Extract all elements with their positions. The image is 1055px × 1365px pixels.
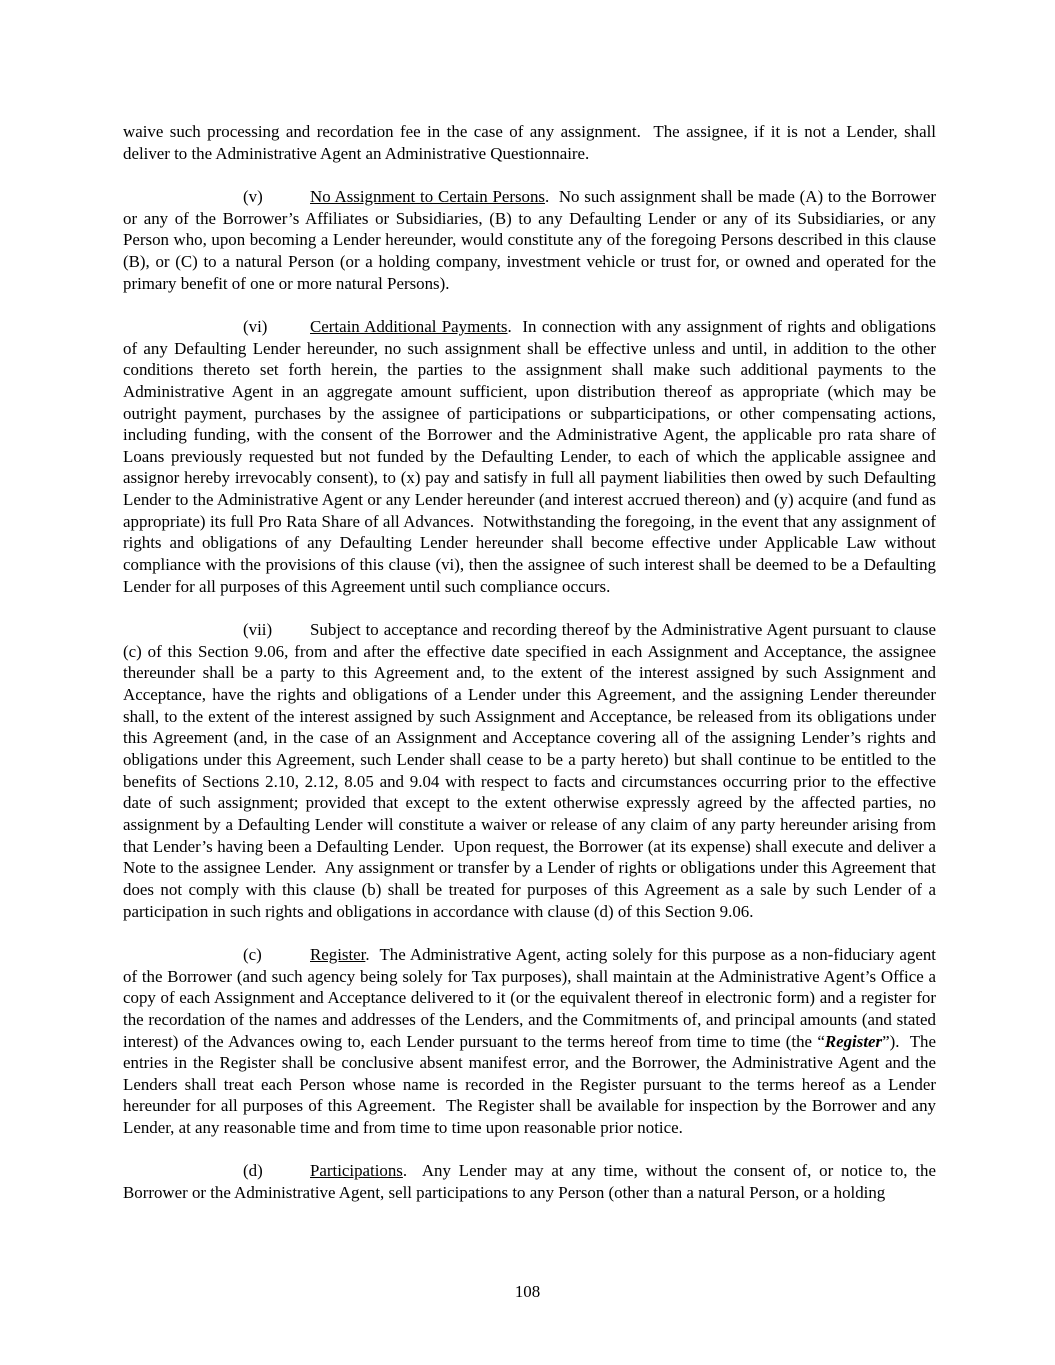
paragraph-text: ”). The entries in the Register shall be conclusive absent manifest error, and the Borrower, the Administrative Agent and the Lenders shall treat each Person whose name is recorded in the Register pursuant to the terms hereof as a Lender hereunder for all purposes of this Agreement. The Register shall be available for inspection by the Borrower and any Lender, at any reasonable time and from time to time upon reasonable prior notice. [123, 1031, 936, 1138]
tab-spacer [123, 201, 243, 202]
clause-vi-label: (vi) [243, 316, 268, 336]
clause-c-heading: Register [310, 944, 366, 964]
page-body [123, 121, 936, 1225]
paragraph-text: Subject to acceptance and recording thereof by the Administrative Agent pursuant to clause (c) of this Section 9.06, from and after the effective date specified in each Assignment and Acceptance, the assignee thereunder shall be a party to this Agreement and, to the extent of the interest assigned by such Assignment and Acceptance, have the rights and obligations of a Lender under this Agreement, and the assigning Lender thereunder shall, to the extent of the interest assigned by such Assignment and Acceptance, be released from its obligations under this Agreement (and, in the case of an Assignment and Acceptance covering all of the assigning Lender’s rights and obligations under this Agreement, such Lender shall cease to be a party hereto) but shall continue to be entitled to the benefits of Sections 2.10, 2.12, 8.05 and 9.04 with respect to facts and circumstances occurring prior to the effective date of such assignment; provided that except to the extent otherwise expressly agreed by the affected parties, no assignment by a Defaulting Lender will constitute a waiver or release of any claim of any party hereunder arising from that Lender’s having been a Defaulting Lender. Upon request, the Borrower (at its expense) shall execute and deliver a Note to the assignee Lender. Any assignment or transfer by a Lender of rights or obligations under this Agreement that does not comply with this clause (b) shall be treated for purposes of this Agreement as a sale by such Lender of a participation in such rights and obligations in accordance with clause (d) of this Section 9.06. [123, 620, 936, 921]
tab-spacer [123, 1175, 243, 1176]
clause-c-label: (c) [243, 944, 262, 964]
paragraph-clause-d [123, 1160, 936, 1203]
tab-spacer [123, 634, 243, 635]
clause-v-label: (v) [243, 186, 263, 206]
paragraph-continuation [123, 121, 936, 164]
paragraph-text: waive such processing and recordation fee in the case of any assignment. The assignee, if it is not a Lender, shall deliver to the Administrative Agent an Administrative Questionnaire. [123, 122, 936, 163]
paragraph-text: . Any Lender may at any time, without the consent of, or notice to, the Borrower or the Administrative Agent, sell participations to any Person (other than a natural Person, or a holding [123, 1161, 936, 1203]
paragraph-text: . No such assignment shall be made (A) to the Borrower or any of the Borrower’s Affiliates or Subsidiaries, (B) to any Defaulting Lender or any of its Subsidiaries, or any Person who, upon becoming a Lender hereunder, would constitute any of the foregoing Persons described in this clause (B), or (C) to a natural Person (or a holding company, investment vehicle or trust for, or owned and operated for the primary benefit of one or more natural Persons). [123, 186, 936, 293]
paragraph-clause-v [123, 186, 936, 294]
paragraph-text: . The Administrative Agent, acting solely for this purpose as a non-fiduciary agent of the Borrower (and such agency being solely for Tax purposes), shall maintain at the Administrative Agent’s Office a copy of each Assignment and Acceptance delivered to it (or the equivalent thereof in electronic form) and a register for the recordation of the names and addresses of the Lenders, and the Commitments of, and principal amounts (and stated interest) of the Advances owing to, each Lender pursuant to the terms hereof from time to time (the “ [123, 944, 936, 1051]
paragraph-clause-vi [123, 316, 936, 598]
page-number: 108 [514, 1282, 541, 1301]
clause-d-label: (d) [243, 1161, 263, 1181]
clause-vii-label: (vii) [243, 620, 273, 640]
clause-v-heading: No Assignment to Certain Persons [310, 186, 546, 206]
tab-spacer [123, 331, 243, 332]
paragraph-clause-c [123, 944, 936, 1139]
clause-vi-heading: Certain Additional Payments [310, 316, 508, 336]
paragraph-clause-vii [123, 619, 936, 922]
tab-spacer [123, 959, 243, 960]
clause-d-heading: Participations [310, 1161, 403, 1181]
paragraph-text: . In connection with any assignment of rights and obligations of any Defaulting Lender hereunder, no such assignment shall be effective unless and until, in addition to the other conditions thereto set forth herein, the parties to the assignment shall make such additional payments to the Administrative Agent in an aggregate amount sufficient, upon distribution thereof as appropriate (which may be outright payment, purchases by the assignee of participations or subparticipations, or other compensating actions, including funding, with the consent of the Borrower and the Administrative Agent, the applicable pro rata share of Loans previously requested but not funded by the Defaulting Lender, to each of which the applicable assignee and assignor hereby irrevocably consent), to (x) pay and satisfy in full all payment liabilities then owed by such Defaulting Lender to the Administrative Agent or any Lender hereunder (and interest accrued thereon) and (y) acquire (and fund as appropriate) its full Pro Rata Share of all Advances. Notwithstanding the foregoing, in the event that any assignment of rights and obligations of any Defaulting Lender hereunder shall become effective under Applicable Law without compliance with the provisions of this clause (vi), then the assignee of such interest shall be deemed to be a Defaulting Lender for all purposes of this Agreement until such compliance occurs. [123, 316, 936, 596]
defined-term-register: Register [824, 1031, 883, 1051]
